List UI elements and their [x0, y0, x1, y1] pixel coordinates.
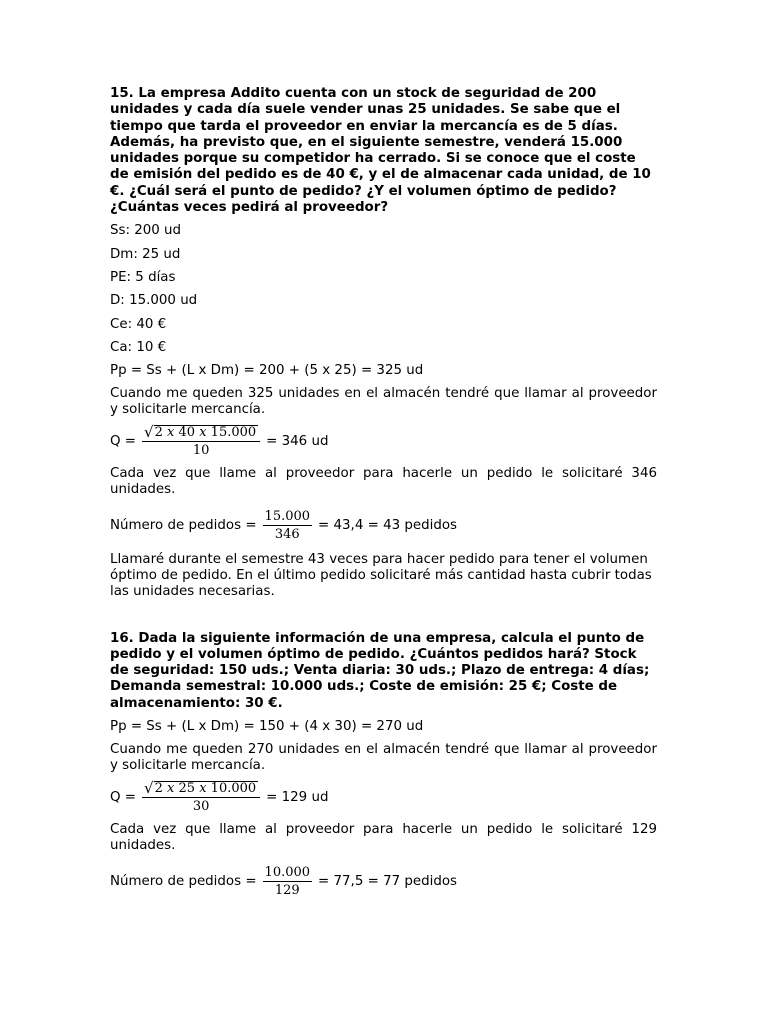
orders-fraction	[263, 509, 313, 542]
optimal-order-explanation: Cada vez que llame al proveedor para hacerle un pedido le solicitaré 346 unidades.	[110, 466, 657, 498]
optimal-order-explanation: Cada vez que llame al proveedor para hacerle un pedido le solicitaré 129 unidades.	[110, 821, 657, 854]
q-denominator: 10	[142, 441, 260, 458]
q-square-root	[142, 778, 260, 797]
orders-fraction	[263, 865, 313, 898]
reorder-point-formula: Pp = Ss + (L x Dm) = 200 + (5 x 25) = 325 ud	[110, 363, 424, 379]
exercise-16	[110, 631, 657, 898]
square-root-icon: √	[144, 778, 154, 797]
q-radicand: 2 x 25 x 10.000	[154, 780, 257, 796]
q-label: Q =	[110, 434, 137, 450]
data-line-ca: Ca: 10 €	[110, 339, 167, 355]
orders-denominator: 129	[263, 881, 313, 898]
orders-denominator: 346	[263, 525, 313, 542]
data-line-pe: PE: 5 días	[110, 269, 176, 285]
data-line-dm: Dm: 25 ud	[110, 246, 181, 262]
optimal-order-formula	[110, 778, 657, 814]
q-radicand: 2 x 40 x 15.000	[154, 425, 257, 441]
reorder-point-formula: Pp = Ss + (L x Dm) = 150 + (4 x 30) = 270 ud	[110, 719, 424, 735]
orders-result: = 77,5 = 77 pedidos	[318, 873, 457, 889]
reorder-point-explanation: Cuando me queden 270 unidades en el almacén tendré que llamar al proveedor y solicitarle mercancía.	[110, 741, 657, 774]
exercise-15	[110, 86, 657, 601]
number-of-orders-formula	[110, 509, 657, 542]
data-line-ce: Ce: 40 €	[110, 316, 167, 332]
optimal-order-formula	[110, 425, 657, 458]
square-root-icon: √	[144, 423, 154, 442]
q-result: = 346 ud	[266, 434, 329, 450]
exercise-15-statement: 15. La empresa Addito cuenta con un stock de seguridad de 200 unidades y cada día suele vender unas 25 unidades. Se sabe que el tiempo que tarda el proveedor en enviar la mercancía es de 5 días. Además, ha previsto que, en el siguiente semestre, venderá 15.000 unidades porque su competidor ha cerrado. Si se conoce que el coste de emisión del pedido es de 40 €, y el de almacenar cada unidad, de 10 €. ¿Cuál será el punto de pedido? ¿Y el volumen óptimo de pedido? ¿Cuántas veces pedirá al proveedor?	[110, 86, 651, 216]
reorder-point-explanation: Cuando me queden 325 unidades en el almacén tendré que llamar al proveedor y solicitarle mercancía.	[110, 385, 657, 418]
data-line-ss: Ss: 200 ud	[110, 223, 182, 239]
document-page	[110, 86, 657, 898]
number-of-orders-formula	[110, 865, 657, 898]
q-fraction	[142, 425, 260, 458]
orders-numerator: 10.000	[264, 864, 311, 880]
orders-explanation: Llamaré durante el semestre 43 veces para hacer pedido para tener el volumen óptimo de pedido. En el último pedido solicitaré más cantidad hasta cubrir todas las unidades necesarias.	[110, 551, 652, 600]
orders-label: Número de pedidos =	[110, 517, 257, 533]
orders-numerator: 15.000	[264, 508, 311, 524]
exercise-16-statement: 16. Dada la siguiente información de una empresa, calcula el punto de pedido y el volumen óptimo de pedido. ¿Cuántos pedidos hará? Stock de seguridad: 150 uds.; Venta diaria: 30 uds.; Plazo de entrega: 4 días; Demanda semestral: 10.000 uds.; Coste de emisión: 25 €; Coste de almacenamiento: 30 €.	[110, 630, 650, 711]
orders-result: = 43,4 = 43 pedidos	[318, 517, 457, 533]
q-result: = 129 ud	[266, 789, 329, 805]
q-square-root	[142, 425, 260, 441]
q-fraction	[142, 778, 260, 814]
q-label: Q =	[110, 789, 137, 805]
data-line-d: D: 15.000 ud	[110, 293, 198, 309]
q-denominator: 30	[142, 797, 260, 814]
orders-label: Número de pedidos =	[110, 873, 257, 889]
